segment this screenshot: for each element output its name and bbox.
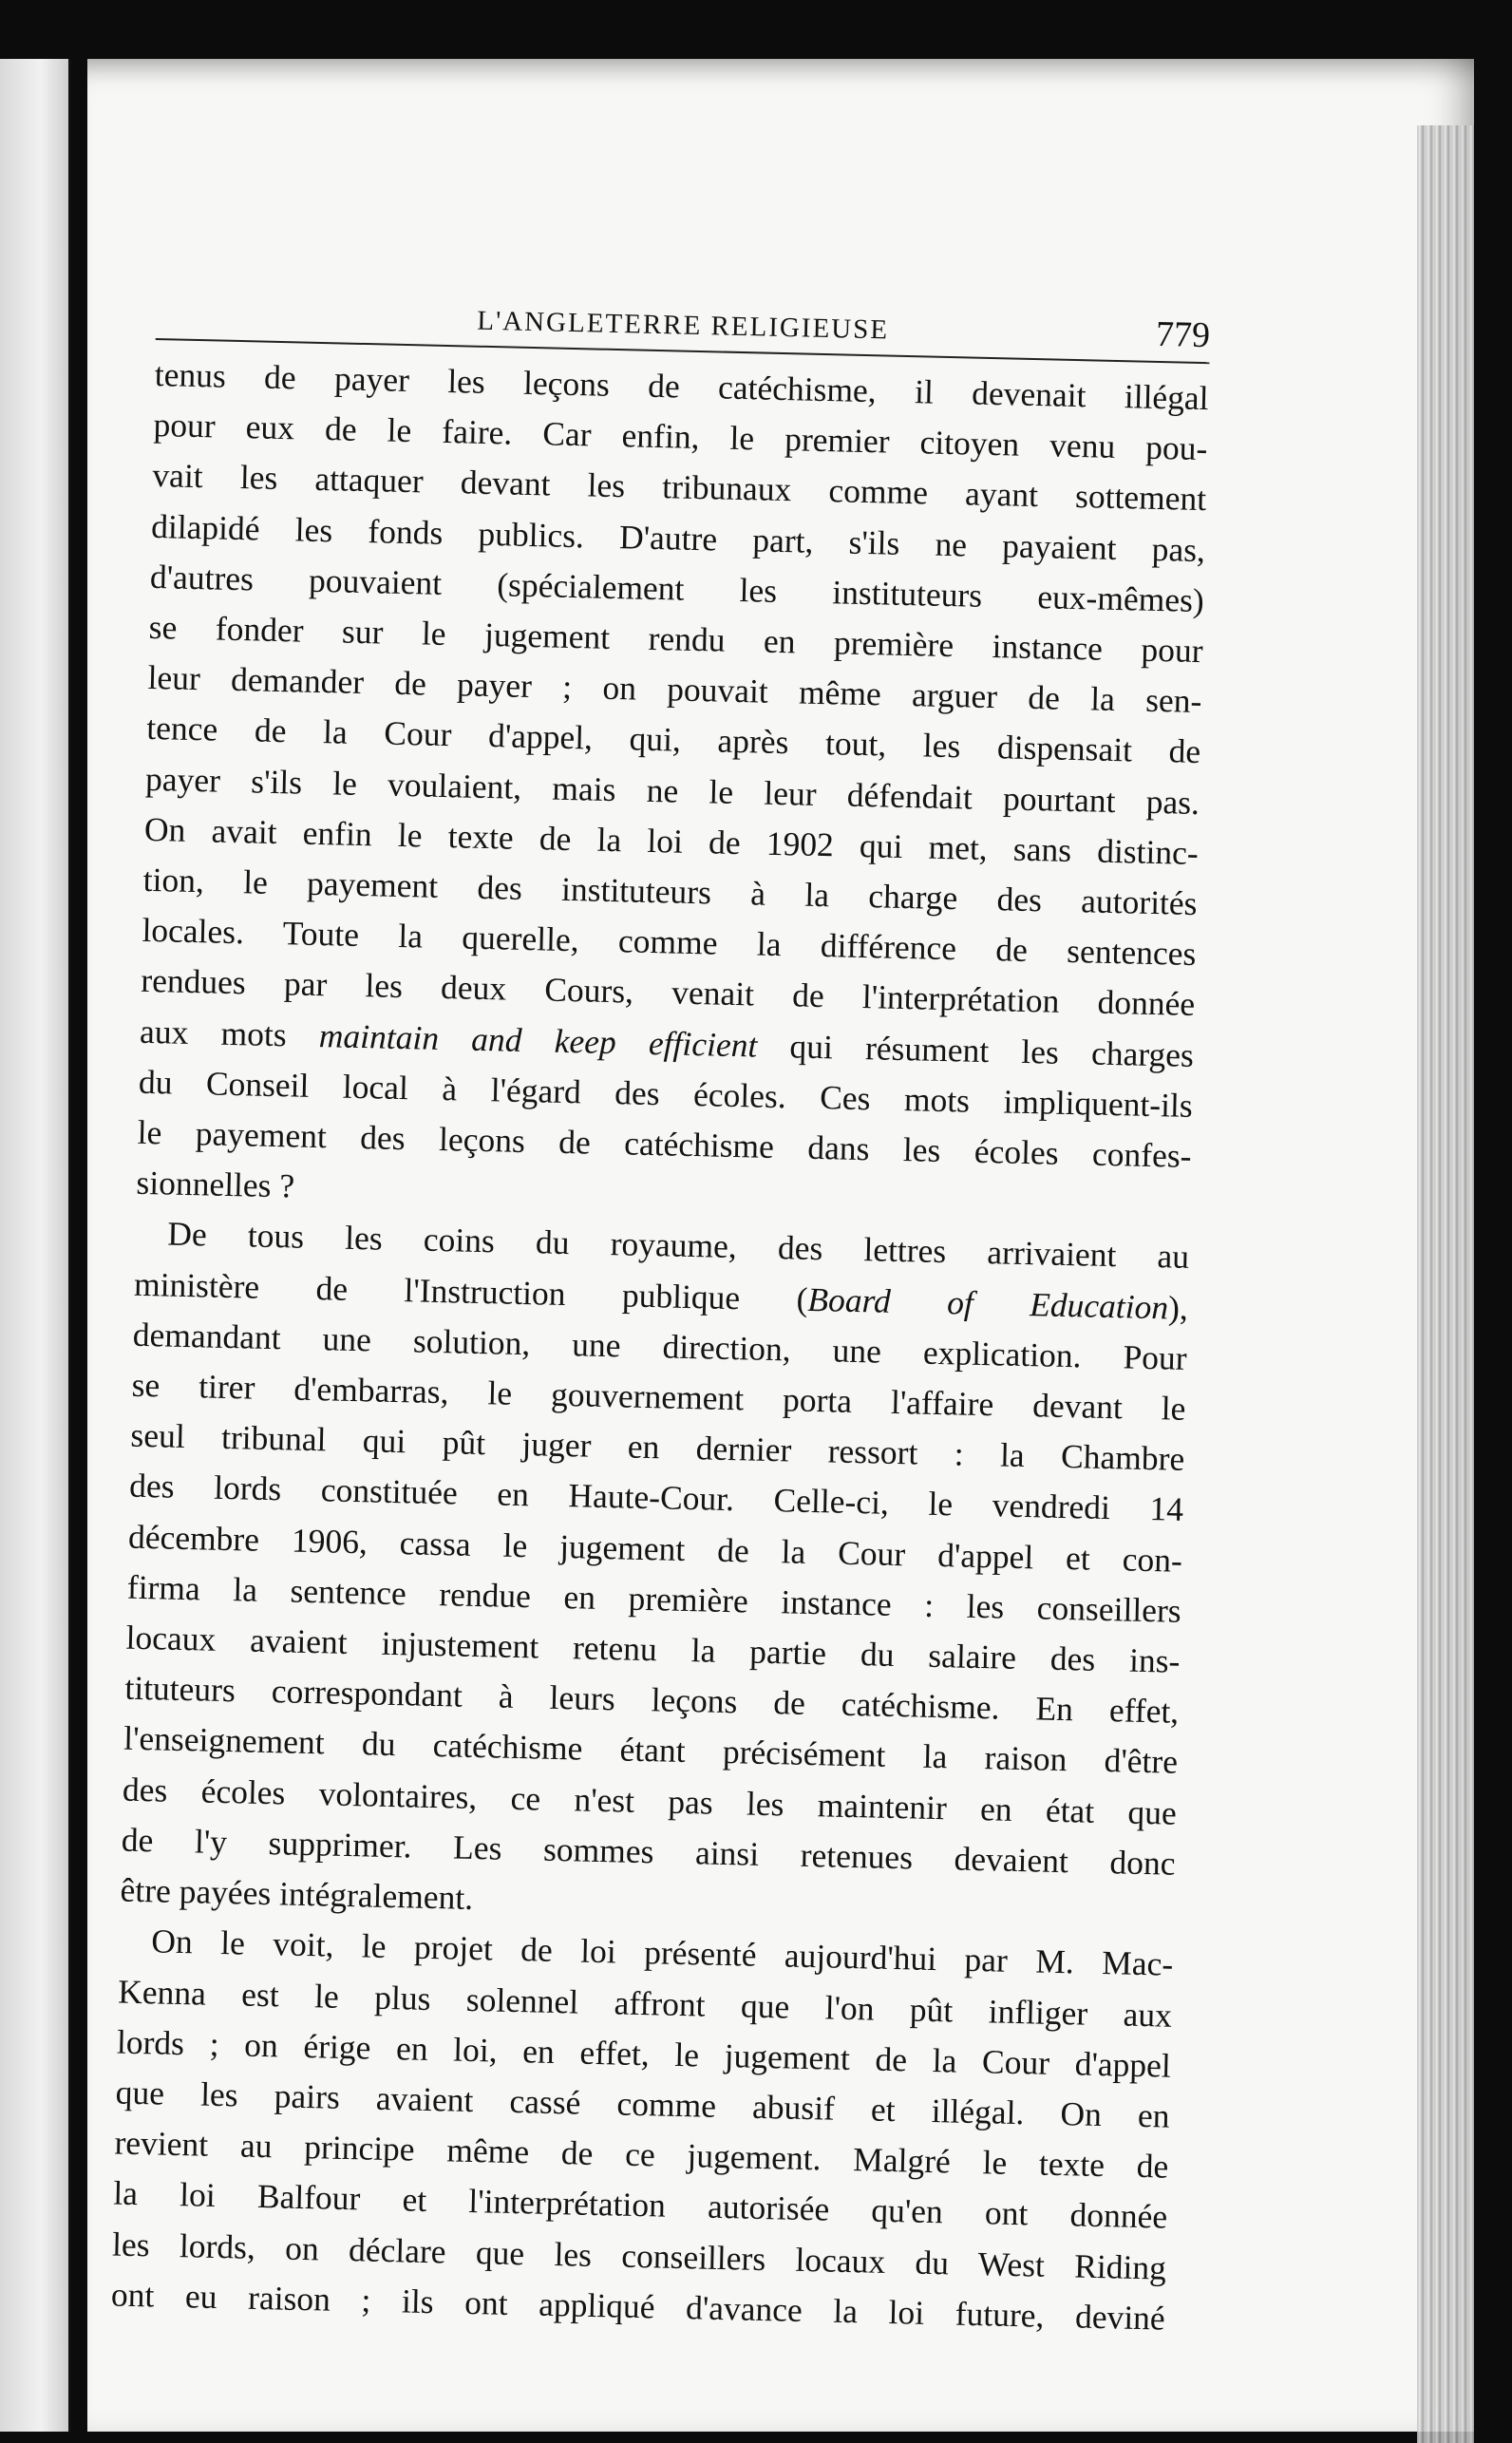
text-line: tituteurs correspondant à leurs leçons de catéchisme. En effet,	[124, 1668, 1180, 1732]
text-line: locales. Toute la querelle, comme la différence de sentences	[142, 911, 1197, 974]
text-line: firma la sentence rendue en première instance : les conseillers	[126, 1567, 1182, 1630]
text-line: tence de la Cour d'appel, qui, après tout, les dispensait de	[145, 709, 1201, 771]
text-line: des écoles volontaires, ce n'est pas les maintenir en état que	[122, 1770, 1178, 1832]
text-line: tenus de payer les leçons de catéchisme, il devenait illégal	[154, 354, 1210, 418]
text-line: d'autres pouvaient (spécialement les instituteurs eux-mêmes)	[149, 557, 1205, 619]
paragraph-2	[120, 1208, 1190, 1940]
text-line: du Conseil local à l'égard des écoles. Ces mots impliquent-ils	[138, 1062, 1194, 1125]
page-text	[110, 285, 1210, 2344]
page-stack-edge	[1417, 125, 1474, 2443]
text-line: se tirer d'embarras, le gouvernement porta l'affaire devant le	[131, 1365, 1186, 1428]
text-line: payer s'ils le voulaient, mais ne le leur défendait pourtant pas.	[144, 759, 1200, 822]
text-run: qui résument les charges	[756, 1026, 1195, 1074]
text-line: décembre 1906, cassa le jugement de la Cour d'appel et con-	[127, 1517, 1183, 1580]
text-line: sionnelles ?	[136, 1164, 295, 1205]
text-line: des lords constituée en Haute-Cour. Celle-ci, le vendredi 14	[128, 1467, 1184, 1529]
text-line: ont eu raison ; ils ont appliqué d'avance la loi future, deviné	[110, 2275, 1166, 2338]
text-line: On le voit, le projet de loi présenté aujourd'hui par M. Mac-	[150, 1922, 1174, 1984]
text-line: lords ; on érige en loi, en effet, le jugement de la Cour d'appel	[116, 2022, 1172, 2085]
text-line: revient au principe même de ce jugement. Malgré le texte de	[114, 2123, 1169, 2186]
text-line: demandant une solution, une direction, une explication. Pour	[132, 1315, 1188, 1377]
text-line: vait les attaquer devant les tribunaux comme ayant sottement	[151, 456, 1207, 519]
text-run: ministère de l'Instruction publique (	[133, 1264, 808, 1318]
text-line: dilapidé les fonds publics. D'autre part, s'ils ne payaient pas,	[150, 506, 1206, 569]
text-line: rendues par les deux Cours, venait de l'interprétation donnée	[140, 961, 1196, 1024]
text-line: On avait enfin le texte de la loi de 1902 qui met, sans distinc-	[143, 809, 1200, 872]
text-line: le payement des leçons de catéchisme dans les écoles confes-	[137, 1112, 1192, 1175]
running-title: L'ANGLETERRE RELIGIEUSE	[476, 305, 890, 346]
text-line: tion, le payement des instituteurs à la charge des autorités	[142, 860, 1198, 923]
text-line: être payées intégralement.	[120, 1870, 474, 1918]
text-line: leur demander de payer ; on pouvait même arguer de la sen-	[147, 658, 1202, 721]
text-line: pour eux de le faire. Car enfin, le premier citoyen venu pou-	[153, 406, 1208, 468]
text-line: De tous les coins du royaume, des lettres arrivaient au	[166, 1214, 1190, 1277]
page-number: 779	[1155, 313, 1211, 356]
text-line: Kenna est le plus solennel affront que l'on pût infliger aux	[117, 1972, 1173, 2035]
paragraph-1	[136, 350, 1209, 1232]
text-line: locaux avaient injustement retenu la partie du salaire des ins-	[125, 1618, 1181, 1680]
italic-phrase: maintain and keep efficient	[318, 1015, 758, 1065]
italic-phrase: Board of Education	[806, 1279, 1169, 1327]
text-line: les lords, on déclare que les conseillers locaux du West Riding	[111, 2224, 1167, 2287]
text-run: aux mots	[139, 1012, 320, 1054]
text-line: que les pairs avaient cassé comme abusif et illégal. On en	[115, 2073, 1170, 2135]
text-run: ),	[1167, 1288, 1189, 1327]
text-line: de l'y supprimer. Les sommes ainsi retenues devaient donc	[121, 1820, 1177, 1883]
paragraph-3	[110, 1916, 1173, 2344]
text-line: l'enseignement du catéchisme étant précisément la raison d'être	[123, 1719, 1179, 1782]
previous-page-edge	[0, 59, 71, 2432]
text-line: se fonder sur le jugement rendu en première instance pour	[148, 607, 1204, 671]
text-line: seul tribunal qui pût juger en dernier ressort : la Chambre	[130, 1415, 1185, 1479]
text-line: la loi Balfour et l'interprétation autorisée qu'en ont donnée	[112, 2173, 1168, 2236]
